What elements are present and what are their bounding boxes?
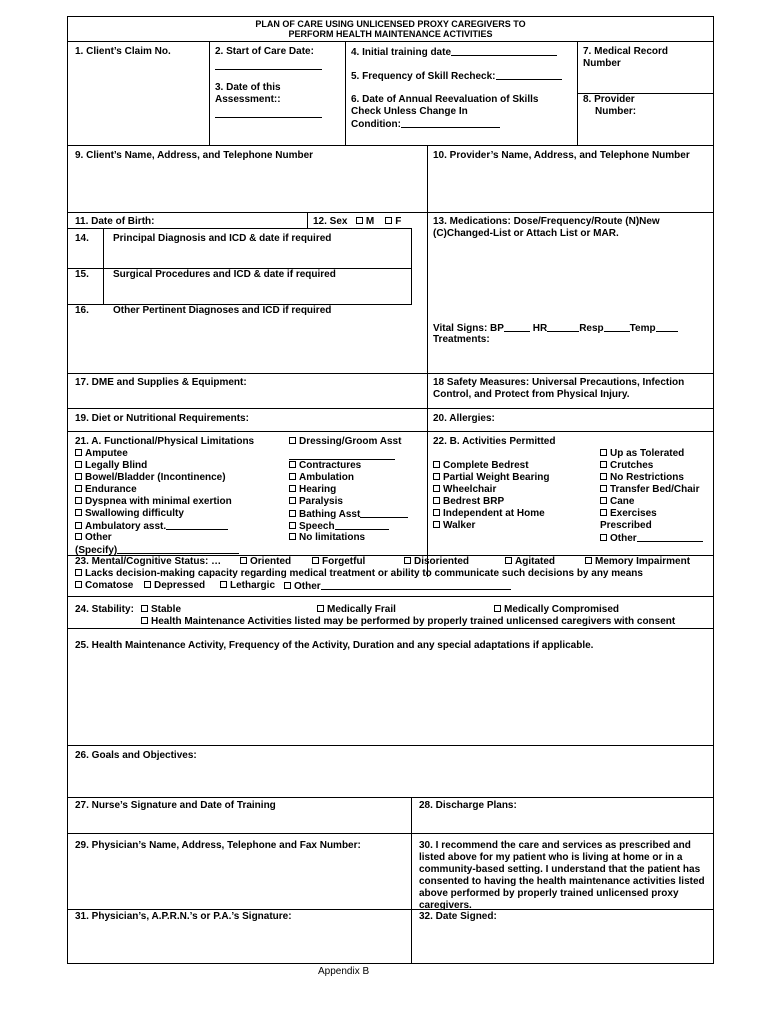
field-6-line-3: Condition: bbox=[351, 118, 500, 131]
limitation-option: Legally Blind bbox=[75, 460, 147, 472]
field-22-activities-permitted: 22. B. Activities Permitted bbox=[433, 436, 556, 447]
field-24-stability: 24. Stability: bbox=[75, 604, 134, 615]
assessment-date-input[interactable] bbox=[215, 108, 322, 118]
activity-other-checkbox[interactable] bbox=[600, 534, 607, 541]
sex-m-checkbox[interactable] bbox=[356, 217, 363, 224]
limitation-specify: (Specify) bbox=[75, 544, 239, 557]
field-26-goals: 26. Goals and Objectives: bbox=[75, 750, 197, 761]
activity-checkbox[interactable] bbox=[433, 485, 440, 492]
mental-checkbox[interactable] bbox=[505, 557, 512, 564]
lacks-capacity-checkbox[interactable] bbox=[75, 569, 82, 576]
mental-option: Agitated bbox=[505, 556, 555, 568]
field-5-frequency: 5. Frequency of Skill Recheck: bbox=[351, 70, 562, 83]
limitation-option: Endurance bbox=[75, 484, 137, 496]
activity-checkbox[interactable] bbox=[600, 449, 607, 456]
mental-option: Disoriented bbox=[404, 556, 469, 568]
field-15-surgical-procedures: Surgical Procedures and ICD & date if required bbox=[113, 269, 336, 280]
field-15-number: 15. bbox=[75, 269, 89, 280]
treatments-label: Treatments: bbox=[433, 334, 490, 345]
mental-lacks-capacity: Lacks decision-making capacity regarding medical treatment or ability to communicate such decisions by any means bbox=[75, 568, 643, 580]
mental-other-input[interactable] bbox=[321, 580, 511, 590]
limitation-checkbox[interactable] bbox=[75, 509, 82, 516]
field-17-dme: 17. DME and Supplies & Equipment: bbox=[75, 377, 247, 388]
activity-option: Wheelchair bbox=[433, 484, 496, 496]
activity-option: No Restrictions bbox=[600, 472, 684, 484]
activity-checkbox[interactable] bbox=[433, 461, 440, 468]
sex-f-checkbox[interactable] bbox=[385, 217, 392, 224]
field-7-line-1: 7. Medical Record bbox=[583, 46, 669, 57]
limitation-option: Paralysis bbox=[289, 496, 343, 508]
field-25-activity: 25. Health Maintenance Activity, Frequency of the Activity, Duration and any special adaptations if applicable. bbox=[75, 640, 594, 651]
limitation-option: No limitations bbox=[289, 532, 365, 544]
field-31-physician-signature: 31. Physician’s, A.P.R.N.’s or P.A.’s Signature: bbox=[75, 911, 292, 922]
field-14-principal-diagnosis: Principal Diagnosis and ICD & date if required bbox=[113, 233, 332, 244]
health-maintenance-consent: Health Maintenance Activities listed may be performed by properly trained unlicensed caregivers with consent bbox=[141, 616, 675, 628]
mental-option: Oriented bbox=[240, 556, 291, 568]
activity-option: Cane bbox=[600, 496, 634, 508]
field-6-line-1: 6. Date of Annual Reevaluation of Skills bbox=[351, 94, 539, 105]
field-12-sex: 12. Sex M F bbox=[313, 216, 402, 227]
stability-option: Stable bbox=[141, 604, 181, 616]
activity-other: Other bbox=[600, 532, 703, 545]
mental-checkbox[interactable] bbox=[240, 557, 247, 564]
mental-checkbox[interactable] bbox=[284, 582, 291, 589]
field-18-line-2: Control, and Protect from Physical Injury. bbox=[433, 389, 630, 400]
mental-option: Comatose bbox=[75, 580, 133, 592]
limitation-option: Bathing Asst bbox=[289, 508, 408, 521]
limitation-option: Ambulation bbox=[289, 472, 354, 484]
activity-option: Complete Bedrest bbox=[433, 460, 529, 472]
stability-option: Medically Frail bbox=[317, 604, 396, 616]
limitation-checkbox[interactable] bbox=[75, 522, 82, 529]
activity-option: Walker bbox=[433, 520, 475, 532]
stability-option: Medically Compromised bbox=[494, 604, 619, 616]
limitation-checkbox[interactable] bbox=[289, 461, 296, 468]
mental-checkbox[interactable] bbox=[312, 557, 319, 564]
stability-checkbox[interactable] bbox=[141, 605, 148, 612]
activity-option: Transfer Bed/Chair bbox=[600, 484, 699, 496]
form-title-line-2: PERFORM HEALTH MAINTENANCE ACTIVITIES bbox=[288, 29, 493, 39]
limitation-checkbox[interactable] bbox=[75, 485, 82, 492]
form-title-line-1: PLAN OF CARE USING UNLICENSED PROXY CAREGIVERS TO bbox=[255, 19, 526, 29]
start-of-care-input[interactable] bbox=[215, 60, 322, 70]
limitation-checkbox[interactable] bbox=[289, 485, 296, 492]
mental-option: Forgetful bbox=[312, 556, 365, 568]
field-21-functional-limitations: 21. A. Functional/Physical Limitations bbox=[75, 436, 255, 447]
field-18-line-1: 18 Safety Measures: Universal Precautions, Infection bbox=[433, 377, 685, 388]
field-30-recommendation: 30. I recommend the care and services as prescribed and listed above for my patient who is living at home or in a community-based setting. I understand that the patient has consented to having the health maintenance activities listed above performed by properly trained unlicensed proxy caregivers. bbox=[419, 840, 705, 911]
dressing-checkbox[interactable] bbox=[289, 437, 296, 444]
frequency-input[interactable] bbox=[496, 70, 562, 80]
mental-option: Other bbox=[284, 580, 511, 593]
field-2-start-of-care: 2. Start of Care Date: bbox=[215, 46, 314, 57]
activity-checkbox[interactable] bbox=[433, 473, 440, 480]
activity-checkbox[interactable] bbox=[600, 509, 607, 516]
consent-checkbox[interactable] bbox=[141, 617, 148, 624]
activity-checkbox[interactable] bbox=[600, 485, 607, 492]
limitation-checkbox[interactable] bbox=[75, 449, 82, 456]
mental-option: Lethargic bbox=[220, 580, 275, 592]
field-23-mental-status: 23. Mental/Cognitive Status: … bbox=[75, 556, 222, 567]
limitation-option: Other bbox=[75, 532, 112, 544]
mental-option: Depressed bbox=[144, 580, 205, 592]
limitation-checkbox[interactable] bbox=[75, 461, 82, 468]
limitation-checkbox[interactable] bbox=[75, 533, 82, 540]
specify-input[interactable] bbox=[117, 544, 239, 554]
field-1-claim-no: 1. Client’s Claim No. bbox=[75, 46, 171, 57]
field-29-physician-name: 29. Physician’s Name, Address, Telephone and Fax Number: bbox=[75, 840, 361, 851]
mental-option: Memory Impairment bbox=[585, 556, 690, 568]
field-7-line-2: Number bbox=[583, 58, 621, 69]
limitation-option: Amputee bbox=[75, 448, 128, 460]
field-11-dob: 11. Date of Birth: bbox=[75, 216, 155, 227]
field-28-discharge-plans: 28. Discharge Plans: bbox=[419, 800, 517, 811]
field-3-date-line-1: 3. Date of this bbox=[215, 82, 281, 93]
limitation-option: Dyspnea with minimal exertion bbox=[75, 496, 232, 508]
field-16-number: 16. bbox=[75, 305, 89, 316]
field-8-line-2: Number: bbox=[595, 106, 637, 117]
limitation-option: Bowel/Bladder (Incontinence) bbox=[75, 472, 226, 484]
field-14-number: 14. bbox=[75, 233, 89, 244]
field-8-line-1: 8. Provider bbox=[583, 94, 635, 105]
mental-checkbox[interactable] bbox=[144, 581, 151, 588]
activity-checkbox[interactable] bbox=[600, 461, 607, 468]
activity-option: Up as Tolerated bbox=[600, 448, 684, 460]
limitation-option: Swallowing difficulty bbox=[75, 508, 184, 520]
stability-checkbox[interactable] bbox=[317, 605, 324, 612]
limitation-checkbox[interactable] bbox=[289, 473, 296, 480]
initial-training-input[interactable] bbox=[451, 46, 557, 56]
reevaluation-input[interactable] bbox=[401, 118, 500, 128]
field-19-diet: 19. Diet or Nutritional Requirements: bbox=[75, 413, 249, 424]
limitation-checkbox[interactable] bbox=[289, 510, 296, 517]
mental-checkbox[interactable] bbox=[585, 557, 592, 564]
activity-checkbox[interactable] bbox=[433, 497, 440, 504]
limitation-checkbox[interactable] bbox=[289, 497, 296, 504]
activity-checkbox[interactable] bbox=[600, 497, 607, 504]
field-10-provider-name: 10. Provider’s Name, Address, and Telephone Number bbox=[433, 150, 690, 161]
activity-option: Partial Weight Bearing bbox=[433, 472, 550, 484]
activity-option: Crutches bbox=[600, 460, 653, 472]
stability-checkbox[interactable] bbox=[494, 605, 501, 612]
activity-prescribed: Prescribed bbox=[600, 520, 652, 531]
mental-checkbox[interactable] bbox=[220, 581, 227, 588]
activity-option: Independent at Home bbox=[433, 508, 545, 520]
field-3-date-line-2: Assessment:: bbox=[215, 94, 281, 105]
activity-option: Exercises bbox=[600, 508, 657, 520]
limitation-checkbox[interactable] bbox=[289, 522, 296, 529]
activity-checkbox[interactable] bbox=[600, 473, 607, 480]
limitation-checkbox[interactable] bbox=[75, 473, 82, 480]
activity-option: Bedrest BRP bbox=[433, 496, 504, 508]
limitation-option: Speech bbox=[289, 520, 389, 533]
field-13-line-2: (C)Changed-List or Attach List or MAR. bbox=[433, 228, 619, 239]
activity-checkbox[interactable] bbox=[433, 509, 440, 516]
field-16-other-diagnoses: Other Pertinent Diagnoses and ICD if required bbox=[113, 305, 332, 316]
field-4-initial-training: 4. Initial training date bbox=[351, 46, 557, 59]
page-footer: Appendix B bbox=[318, 966, 370, 977]
activity-checkbox[interactable] bbox=[433, 521, 440, 528]
limitation-checkbox[interactable] bbox=[75, 497, 82, 504]
limitation-option: Contractures bbox=[289, 460, 361, 472]
field-27-nurse-signature: 27. Nurse’s Signature and Date of Training bbox=[75, 800, 276, 811]
field-13-line-1: 13. Medications: Dose/Frequency/Route (N)New bbox=[433, 216, 660, 227]
limitation-option: Hearing bbox=[289, 484, 336, 496]
vital-signs: Vital Signs: BP HR Resp Temp bbox=[433, 322, 678, 335]
mental-checkbox[interactable] bbox=[404, 557, 411, 564]
field-6-line-2: Check Unless Change In bbox=[351, 106, 468, 117]
field-20-allergies: 20. Allergies: bbox=[433, 413, 495, 424]
field-9-client-name: 9. Client’s Name, Address, and Telephone Number bbox=[75, 150, 314, 161]
limitation-checkbox[interactable] bbox=[289, 533, 296, 540]
mental-checkbox[interactable] bbox=[75, 581, 82, 588]
field-32-date-signed: 32. Date Signed: bbox=[419, 911, 497, 922]
limitation-option: Ambulatory asst. bbox=[75, 520, 228, 533]
dressing-groom-option: Dressing/Groom Asst bbox=[289, 436, 401, 448]
